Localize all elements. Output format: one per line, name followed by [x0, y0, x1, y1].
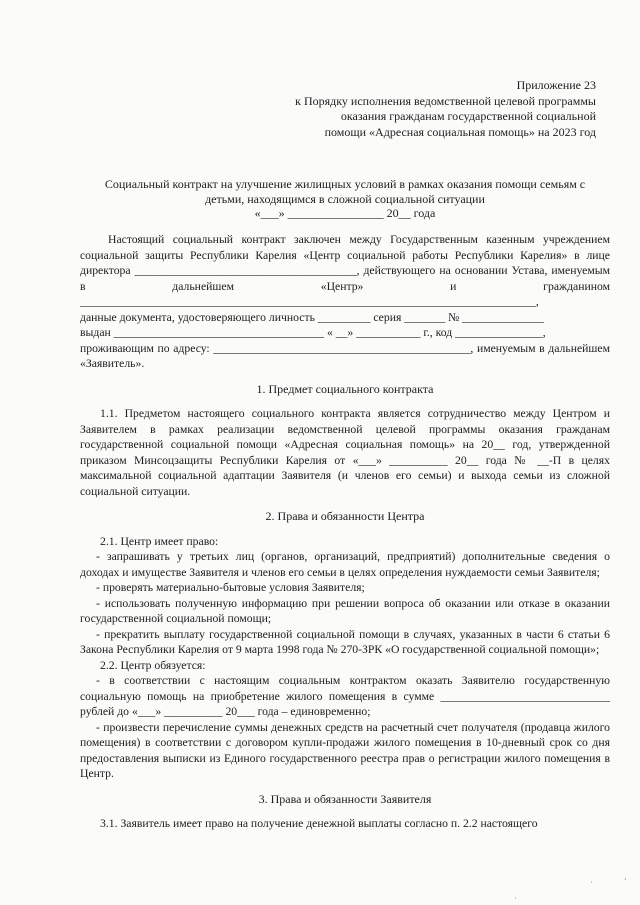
contract-body: [80, 232, 610, 832]
title-date-line: «___» ________________ 20__ года: [254, 206, 436, 220]
clause-3-1: 3.1. Заявитель имеет право на получение денежной выплаты согласно п. 2.2 настоящего: [100, 817, 538, 830]
intro-paragraph: Настоящий социальный контракт заключен между Государственным казенным учреждением социальной защиты Республики Карелия «Центр социальной работы Республики Карелия» в лице директора ______________________________________, действующего на основании Устава, именуемым в дальнейшем «Центр» и гражданином ______________________________________________________________________________,: [80, 233, 610, 308]
list-item: - в соответствии с настоящим социальным контрактом оказать Заявителю государственную социальную помощь на приобретение жилого помещения в сумме _____________________________ рублей до «___» __________ 20___ года – единовременно;: [80, 674, 610, 718]
intro-document-line: данные документа, удостоверяющего личность _________ серия _______ № ______________: [80, 310, 544, 324]
clause-2-2: 2.2. Центр обязуется:: [100, 658, 206, 672]
appendix-header: [236, 78, 596, 140]
title-line: детьми, находящимся в сложной социальной ситуации: [205, 191, 485, 206]
intro-issued-line: выдан ____________________________________ « __» ___________ г., код _______________,: [80, 326, 546, 339]
appendix-line: помощи «Адресная социальная помощь» на 2023 год: [324, 124, 596, 139]
clause-1-1: 1.1. Предметом настоящего социального контракта является сотрудничество между Центром и Заявителем в рамках реализации ведомственной целевой программы оказания гражданам государственной социальной помощи «Адресная социальная помощь» на 20__ год, утвержденной приказом Минсоцзащиты Республики Карелия от «___» __________ 20__ года № __-П в целях максимальной социальной адаптации Заявителя (и членов его семьи) и выхода семьи из сложной социальной ситуации.: [80, 407, 610, 498]
list-item: - произвести перечисление суммы денежных средств на расчетный счет получателя (продавца жилого помещения) в соответствии с договором купли-продажи жилого помещения в 10-дневный срок со дня предоставления выписки из Единого государственного реестра прав о регистрации жилого помещения в Центр.: [80, 720, 610, 780]
scan-dot-mark: ‚: [624, 872, 627, 882]
section-heading-3: 3. Права и обязанности Заявителя: [258, 791, 432, 806]
scan-dot-mark: ·: [590, 878, 593, 888]
intro-address-line: проживающим по адресу: ____________________________________________, именуемым в дальнейшем «Заявитель».: [80, 341, 610, 370]
appendix-line: Приложение 23: [516, 78, 596, 92]
appendix-line: к Порядку исполнения ведомственной целевой программы: [295, 93, 596, 108]
list-item: - использовать полученную информацию при решении вопроса об оказании или отказе в оказании государственной социальной помощи;: [80, 596, 610, 625]
section-heading-2: 2. Права и обязанности Центра: [265, 509, 425, 523]
scan-dot-mark: ·: [514, 894, 517, 904]
title-line: Социальный контракт на улучшение жилищных условий в рамках оказания помощи семьям с: [104, 177, 586, 191]
appendix-line: оказания гражданам государственной социальной: [340, 109, 596, 123]
list-item: - проверять материально-бытовые условия Заявителя;: [96, 581, 365, 594]
list-item: - прекратить выплату государственной социальной помощи в случаях, указанных в части 6 статьи 6 Закона Республики Карелия от 9 марта 1998 года № 270-ЗРК «О государственной социальной помощи»;: [80, 627, 610, 656]
contract-title: [80, 177, 610, 221]
clause-2-1: 2.1. Центр имеет право:: [100, 534, 219, 548]
list-item: - запрашивать у третьих лиц (органов, организаций, предприятий) дополнительные сведения о доходах и имуществе Заявителя и членов его семьи в целях определения нуждаемости семьи Заявителя;: [80, 550, 610, 579]
section-heading-1: 1. Предмет социального контракта: [256, 381, 434, 396]
